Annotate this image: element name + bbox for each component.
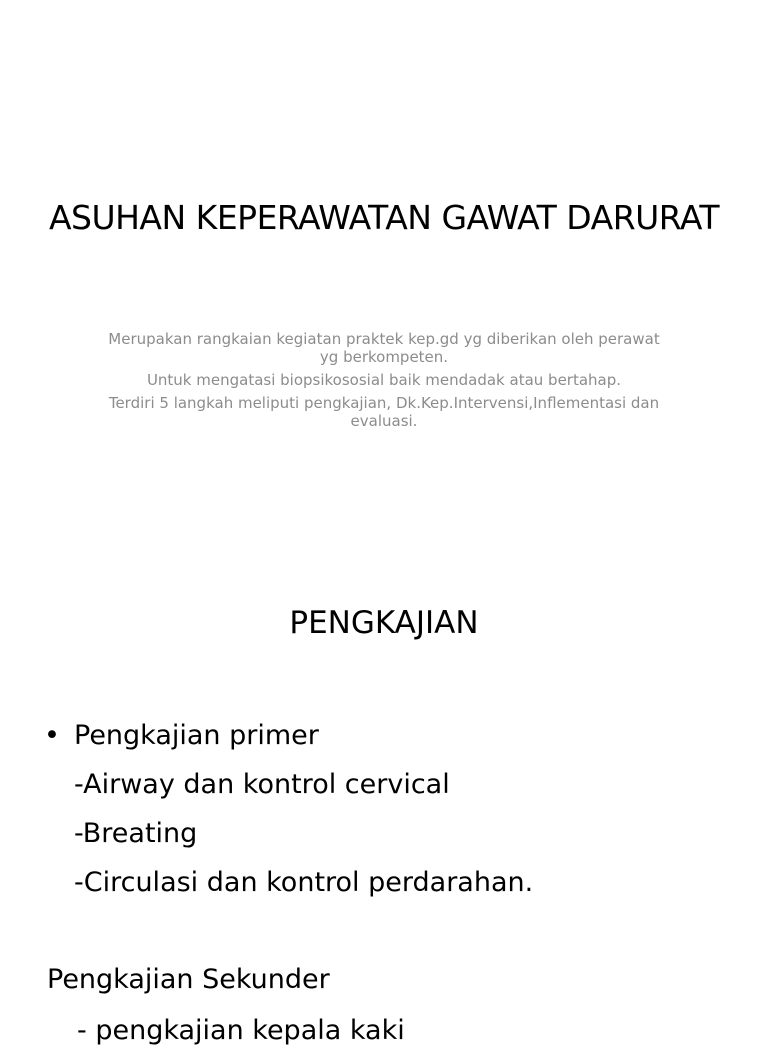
section-heading: PENGKAJIAN (289, 605, 479, 641)
list-item (44, 858, 724, 907)
subtitle-line: Untuk mengatasi biopsikososial baik mendadak atau bertahap. (146, 371, 622, 389)
list-subitem-label: -Breating (74, 818, 198, 849)
bullet-icon: • (44, 720, 60, 751)
secondary-assessment-heading: Pengkajian Sekunder (47, 964, 330, 995)
slide-title: ASUHAN KEPERAWATAN GAWAT DARURAT (48, 198, 720, 237)
slide-subtitle (104, 330, 664, 435)
assessment-list (44, 711, 724, 907)
cutoff-text: - pengkajian kepala kaki (77, 1015, 405, 1046)
list-subitem-label: -Circulasi dan kontrol perdarahan. (74, 867, 534, 898)
subtitle-line: Merupakan rangkaian kegiatan praktek kep.gd yg diberikan oleh perawat yg berkompeten. (108, 330, 660, 366)
list-item (44, 809, 724, 858)
list-item-label: Pengkajian primer (74, 720, 319, 751)
list-item (44, 760, 724, 809)
list-subitem-label: -Airway dan kontrol cervical (74, 769, 450, 800)
subtitle-line: Terdiri 5 langkah meliputi pengkajian, Dk.Kep.Intervensi,Inflementasi dan evaluasi. (108, 394, 660, 430)
list-item (44, 711, 724, 760)
